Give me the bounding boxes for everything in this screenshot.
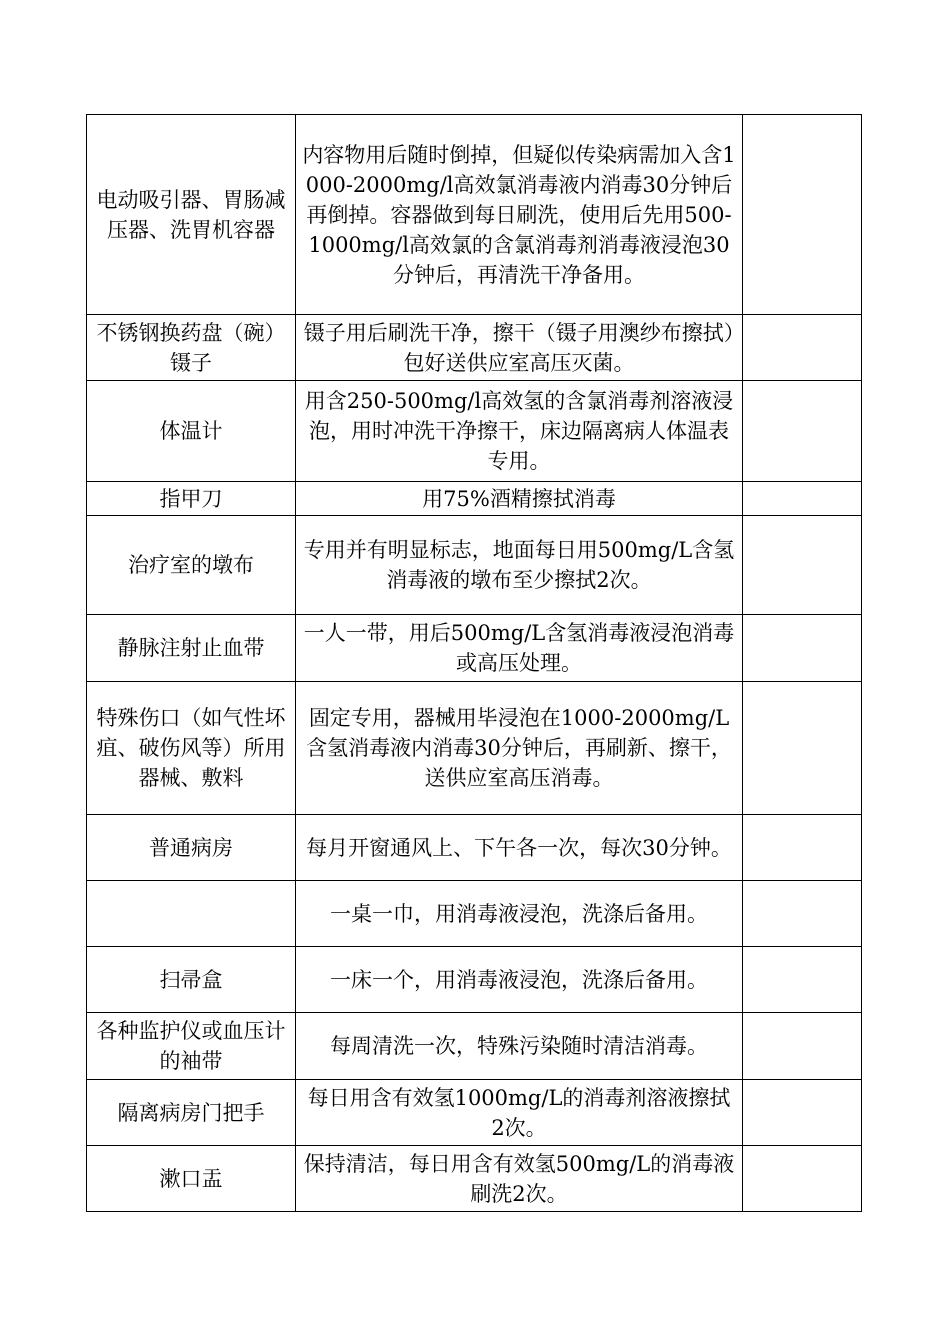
table-row [87,315,862,381]
method-cell: 每周清洗一次，特殊污染随时清洁消毒。 [296,1013,743,1080]
disinfection-table [86,114,862,1212]
item-cell: 扫帚盒 [87,947,296,1013]
item-cell: 体温计 [87,381,296,482]
table-body [87,115,862,1212]
table-row [87,1013,862,1080]
note-cell [743,1013,862,1080]
table-row [87,1146,862,1212]
table-row [87,615,862,682]
table-row [87,1080,862,1146]
note-cell [743,381,862,482]
item-cell: 特殊伤口（如气性坏疽、破伤风等）所用器械、敷料 [87,682,296,815]
note-cell [743,315,862,381]
note-cell [743,815,862,881]
note-cell [743,881,862,947]
item-cell: 指甲刀 [87,482,296,516]
method-cell: 一桌一巾，用消毒液浸泡，洗涤后备用。 [296,881,743,947]
method-cell: 用75%酒精擦拭消毒 [296,482,743,516]
method-cell: 镊子用后刷洗干净，擦干（镊子用澳纱布擦拭）包好送供应室高压灭菌。 [296,315,743,381]
table-row [87,815,862,881]
note-cell [743,615,862,682]
note-cell [743,947,862,1013]
method-cell: 一床一个，用消毒液浸泡，洗涤后备用。 [296,947,743,1013]
method-cell: 内容物用后随时倒掉，但疑似传染病需加入含1000-2000mg/l高效氯消毒液内消毒30分钟后再倒掉。容器做到每日刷洗，使用后先用500-1000mg/l高效氯的含氯消毒剂消毒液浸泡30分钟后，再清洗干净备用。 [296,115,743,315]
method-cell: 固定专用，器械用毕浸泡在1000-2000mg/L含氢消毒液内消毒30分钟后，再刷新、擦干，送供应室高压消毒。 [296,682,743,815]
item-cell: 普通病房 [87,815,296,881]
table-row [87,947,862,1013]
item-cell: 电动吸引器、胃肠减压器、洗胃机容器 [87,115,296,315]
item-cell: 隔离病房门把手 [87,1080,296,1146]
method-cell: 每月开窗通风上、下午各一次，每次30分钟。 [296,815,743,881]
note-cell [743,516,862,615]
item-cell: 治疗室的墩布 [87,516,296,615]
note-cell [743,682,862,815]
note-cell [743,1080,862,1146]
table-row [87,115,862,315]
method-cell: 专用并有明显标志，地面每日用500mg/L含氢消毒液的墩布至少擦拭2次。 [296,516,743,615]
table-row [87,482,862,516]
table-row [87,516,862,615]
method-cell: 每日用含有效氢1000mg/L的消毒剂溶液擦拭2次。 [296,1080,743,1146]
item-cell: 漱口盂 [87,1146,296,1212]
note-cell [743,115,862,315]
table-row [87,682,862,815]
item-cell [87,881,296,947]
item-cell: 各种监护仪或血压计的袖带 [87,1013,296,1080]
method-cell: 保持清洁，每日用含有效氢500mg/L的消毒液刷洗2次。 [296,1146,743,1212]
item-cell: 不锈钢换药盘（碗）镊子 [87,315,296,381]
table-row [87,381,862,482]
item-cell: 静脉注射止血带 [87,615,296,682]
table-row [87,881,862,947]
note-cell [743,482,862,516]
method-cell: 一人一带，用后500mg/L含氢消毒液浸泡消毒或高压处理。 [296,615,743,682]
method-cell: 用含250-500mg/l高效氢的含氯消毒剂溶液浸泡，用时冲洗干净擦干，床边隔离病人体温表专用。 [296,381,743,482]
note-cell [743,1146,862,1212]
